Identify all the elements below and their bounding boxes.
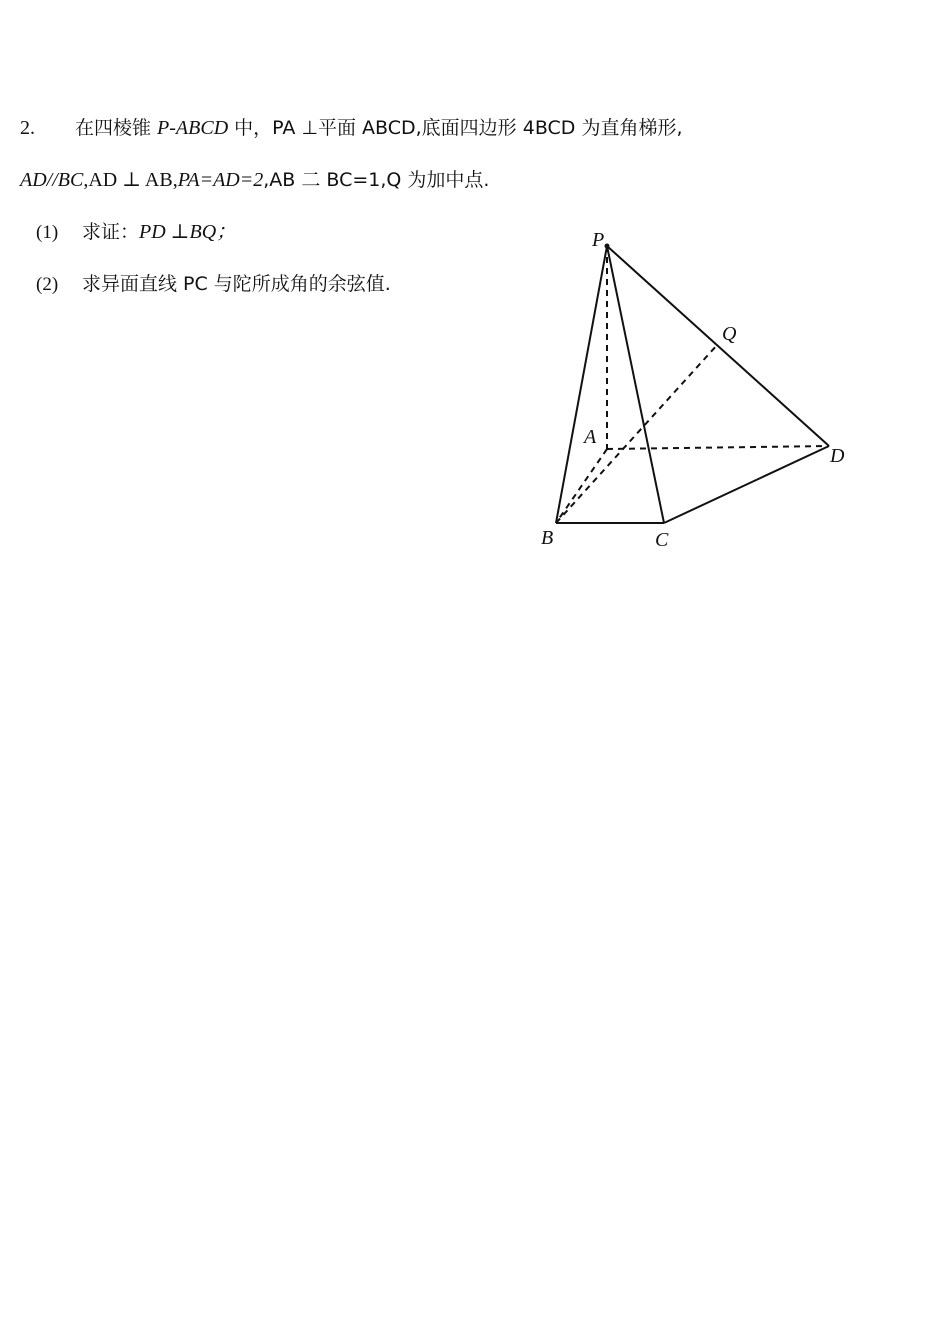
edge-pc [607, 246, 664, 523]
sub-question-text: 求异面直线 PC 与陀所成角的余弦值. [82, 273, 391, 295]
vertex-p-dot [605, 244, 610, 249]
segment-bq-hidden [556, 344, 718, 523]
condition-perpendicular: ,AD ⊥ AB, [83, 169, 178, 191]
label-p: P [592, 229, 605, 251]
sub-question-formula: PD ⊥BQ； [139, 221, 237, 243]
statement-text: 中，PA ⊥平面 ABCD,底面四边形 4BCD 为直角梯形, [228, 117, 683, 139]
label-a: A [584, 426, 597, 448]
pyramid-name: P-ABCD [157, 117, 229, 139]
condition-lengths: PA=AD=2 [177, 169, 264, 191]
problem-number: 2. [20, 117, 35, 139]
label-b: B [541, 527, 554, 549]
edge-ad-hidden [607, 446, 829, 449]
problem-statement-line-1 [75, 116, 683, 140]
sub-question-text: 求证： [82, 221, 140, 243]
label-q: Q [722, 323, 737, 345]
sub-question-2 [36, 272, 391, 297]
edge-pd [607, 246, 829, 446]
condition-parallel: AD//BC [20, 169, 84, 191]
label-c: C [655, 529, 669, 551]
problem-statement-line-2 [20, 168, 489, 192]
sub-question-label: (1) [36, 222, 59, 243]
sub-question-label: (2) [36, 274, 59, 295]
edge-pb [556, 246, 607, 523]
pyramid-figure [525, 220, 865, 555]
condition-midpoint: ,AB 二 BC=1,Q 为加中点. [263, 169, 490, 191]
label-d: D [830, 445, 845, 467]
edge-cd [664, 446, 829, 523]
statement-text: 在四棱锥 [75, 117, 158, 139]
sub-question-1 [36, 220, 236, 245]
